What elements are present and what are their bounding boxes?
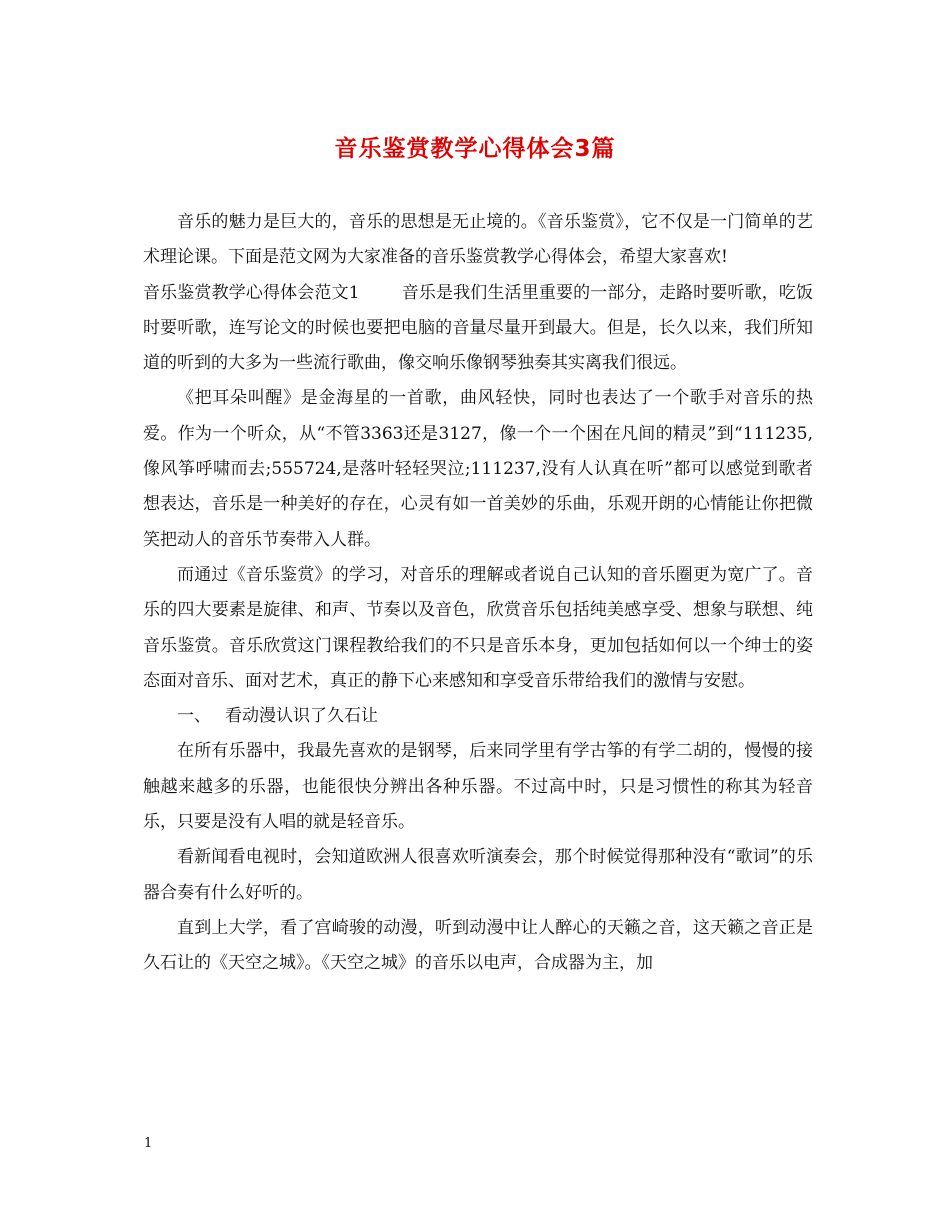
section-title: 看动漫认识了久石让	[225, 706, 378, 727]
paragraph-instruments: 在所有乐器中，我最先喜欢的是钢琴，后来同学里有学古筝的有学二胡的，慢慢的接触越来越多的乐器，也能很快分辨出各种乐器。不过高中时，只是习惯性的称其为轻音乐，只要是没有人唱的就是轻音乐。	[143, 741, 813, 833]
page-number: 1	[144, 1136, 153, 1151]
document-title: 音乐鉴赏教学心得体会3篇	[334, 136, 616, 162]
paragraph-song: 《把耳朵叫醒》是金海星的一首歌，曲风轻快，同时也表达了一个歌手对音乐的热爱。作为一个听众，从“不管3363还是3127，像一个一个困在凡间的精灵”到“111235,像风筝呼啸而去;555724,是落叶轻轻哭泣;111237,没有人认真在听”都可以感觉到歌者想表达，音乐是一种美好的存在，心灵有如一首美妙的乐曲，乐观开朗的心情能让你把微笑把动人的音乐节奏带入人群。	[143, 388, 813, 550]
section-heading	[143, 699, 813, 734]
sample-paragraph	[143, 276, 813, 382]
paragraph-news: 看新闻看电视时，会知道欧洲人很喜欢听演奏会，那个时候觉得那种没有“歌词”的乐器合奏有什么好听的。	[143, 847, 813, 903]
paragraph-course: 而通过《音乐鉴赏》的学习，对音乐的理解或者说自己认知的音乐圈更为宽广了。音乐的四大要素是旋律、和声、节奏以及音色，欣赏音乐包括纯美感享受、想象与联想、纯音乐鉴赏。音乐欣赏这门课程教给我们的不只是音乐本身，更加包括如何以一个绅士的姿态面对音乐、面对艺术，真正的静下心来感知和享受音乐带给我们的激情与安慰。	[143, 564, 813, 691]
sample-body: 音乐是我们生活里重要的一部分，走路时要听歌，吃饭时要听歌，连写论文的时候也要把电脑的音量尽量开到最大。但是，长久以来，我们所知道的听到的大多为一些流行歌曲，像交响乐像钢琴独奏其实离我们很远。	[143, 282, 813, 374]
section-number: 一、	[177, 706, 211, 727]
document-body	[143, 205, 813, 982]
paragraph-university: 直到上大学，看了宫崎骏的动漫，听到动漫中让人醉心的天籁之音，这天籁之音正是久石让的《天空之城》。《天空之城》的音乐以电声，合成器为主，加	[143, 917, 813, 974]
sample-heading: 音乐鉴赏教学心得体会范文1	[143, 282, 360, 303]
intro-paragraph: 音乐的魅力是巨大的，音乐的思想是无止境的。《音乐鉴赏》，它不仅是一门简单的艺术理论课。下面是范文网为大家准备的音乐鉴赏教学心得体会，希望大家喜欢!	[143, 212, 813, 268]
